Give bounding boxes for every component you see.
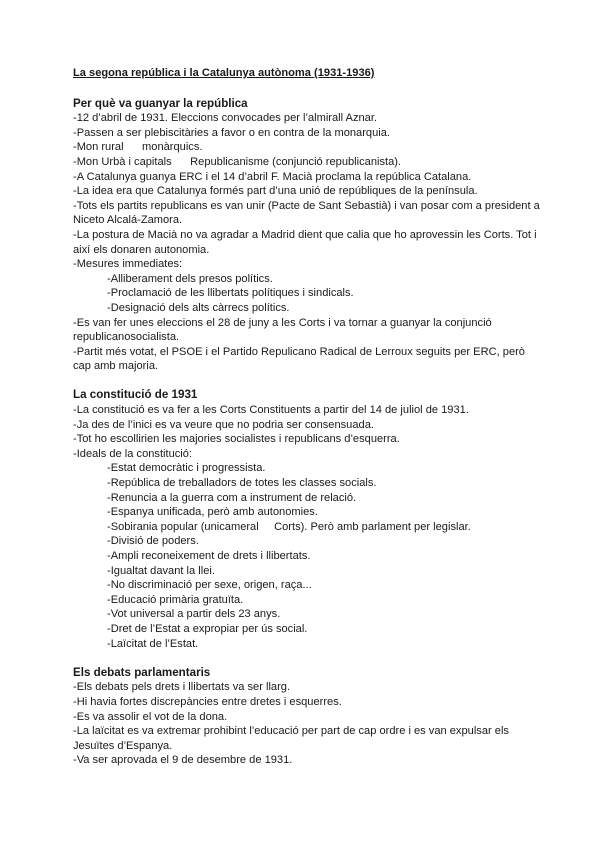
text-line: -Mon rural monàrquics. [73, 141, 203, 154]
text-line: -Els debats pels drets i llibertats va ser llarg. [73, 681, 291, 694]
indented-line: -Proclamació de les llibertats polítiques i sindicals. [107, 287, 354, 300]
text-line: -La constitució es va fer a les Corts Constituents a partir del 14 de juliol de 1931. [73, 404, 469, 417]
section-constitution-1931 [73, 388, 543, 651]
indented-line: -Renuncia a la guerra com a instrument de relació. [107, 491, 357, 504]
section-heading: Els debats parlamentaris [73, 665, 211, 679]
text-line: -Tots els partits republicans es van unir (Pacte de Sant Sebastià) i van posar com a president a Niceto Alcalá-Zamora. [73, 199, 543, 227]
text-line: -La postura de Macià no va agradar a Madrid dient que calia que ho aprovessin les Corts. Tot i així els donaren autonomia. [73, 228, 540, 256]
text-line: -Hi havia fortes discrepàncies entre dretes i esquerres. [73, 695, 342, 708]
section-why-republic-won [73, 97, 543, 374]
text-line: -Es va assolir el vot de la dona. [73, 710, 228, 723]
indented-line: -Educació primària gratuïta. [107, 593, 244, 606]
indented-line: -Dret de l’Estat a expropiar per ús social. [107, 622, 308, 635]
text-line: -Passen a ser plebiscitàries a favor o en contra de la monarquia. [73, 126, 390, 139]
indented-line: -Vot universal a partir dels 23 anys. [107, 608, 281, 621]
indented-line: -Sobirania popular (unicameral Corts). Però amb parlament per legislar. [107, 520, 471, 533]
indented-line: -Divisió de poders. [107, 535, 199, 548]
indented-line: -República de treballadors de totes les classes socials. [107, 477, 377, 490]
text-line: -La idea era que Catalunya formés part d’una unió de repúbliques de la península. [73, 185, 478, 198]
section-heading: La constitució de 1931 [73, 388, 198, 402]
text-line: -Va ser aprovada el 9 de desembre de 1931. [73, 754, 293, 767]
section-parliamentary-debates [73, 666, 543, 768]
indented-line: -Ampli reconeixement de drets i llibertats. [107, 550, 311, 562]
indented-line: -Designació dels alts càrrecs polítics. [107, 301, 290, 314]
text-line: -Partit més votat, el PSOE i el Partido Repulicano Radical de Lerroux seguits per ERC, però cap amb majoria. [73, 345, 529, 373]
text-line: -12 d’abril de 1931. Eleccions convocades per l’almirall Aznar. [73, 112, 378, 125]
indented-line: -Espanya unificada, però amb autonomies. [107, 506, 318, 519]
document-content [73, 66, 543, 768]
text-line: -Es van fer unes eleccions el 28 de juny a les Corts i va tornar a guanyar la conjunció republicanosocialista. [73, 316, 495, 344]
text-line: -Ideals de la constitució: [73, 447, 193, 460]
text-line: -Mon Urbà i capitals Republicanisme (conjunció republicanista). [73, 155, 402, 168]
text-line: -Mesures immediates: [73, 258, 183, 271]
indented-line: -Alliberament dels presos polítics. [107, 272, 273, 285]
indented-line: -Estat democràtic i progressista. [107, 462, 266, 475]
section-heading: Per què va guanyar la república [73, 96, 248, 110]
text-line: -Ja des de l’inici es va veure que no podria ser consensuada. [73, 418, 374, 431]
document-title: La segona república i la Catalunya autònoma (1931-1936) [73, 67, 375, 79]
indented-line: -Laïcitat de l’Estat. [107, 637, 199, 650]
text-line: -A Catalunya guanya ERC i el 14 d’abril F. Macià proclama la república Catalana. [73, 170, 472, 183]
indented-line: -Igualtat davant la llei. [107, 564, 215, 577]
text-line: -La laïcitat es va extremar prohibint l’educació per part de cap ordre i es van expulsar els Jesuïtes d’Espanya. [73, 725, 513, 752]
indented-line: -No discriminació per sexe, origen, raça... [107, 579, 312, 592]
text-line: -Tot ho escollirien les majories socialistes i republicans d’esquerra. [73, 433, 400, 446]
